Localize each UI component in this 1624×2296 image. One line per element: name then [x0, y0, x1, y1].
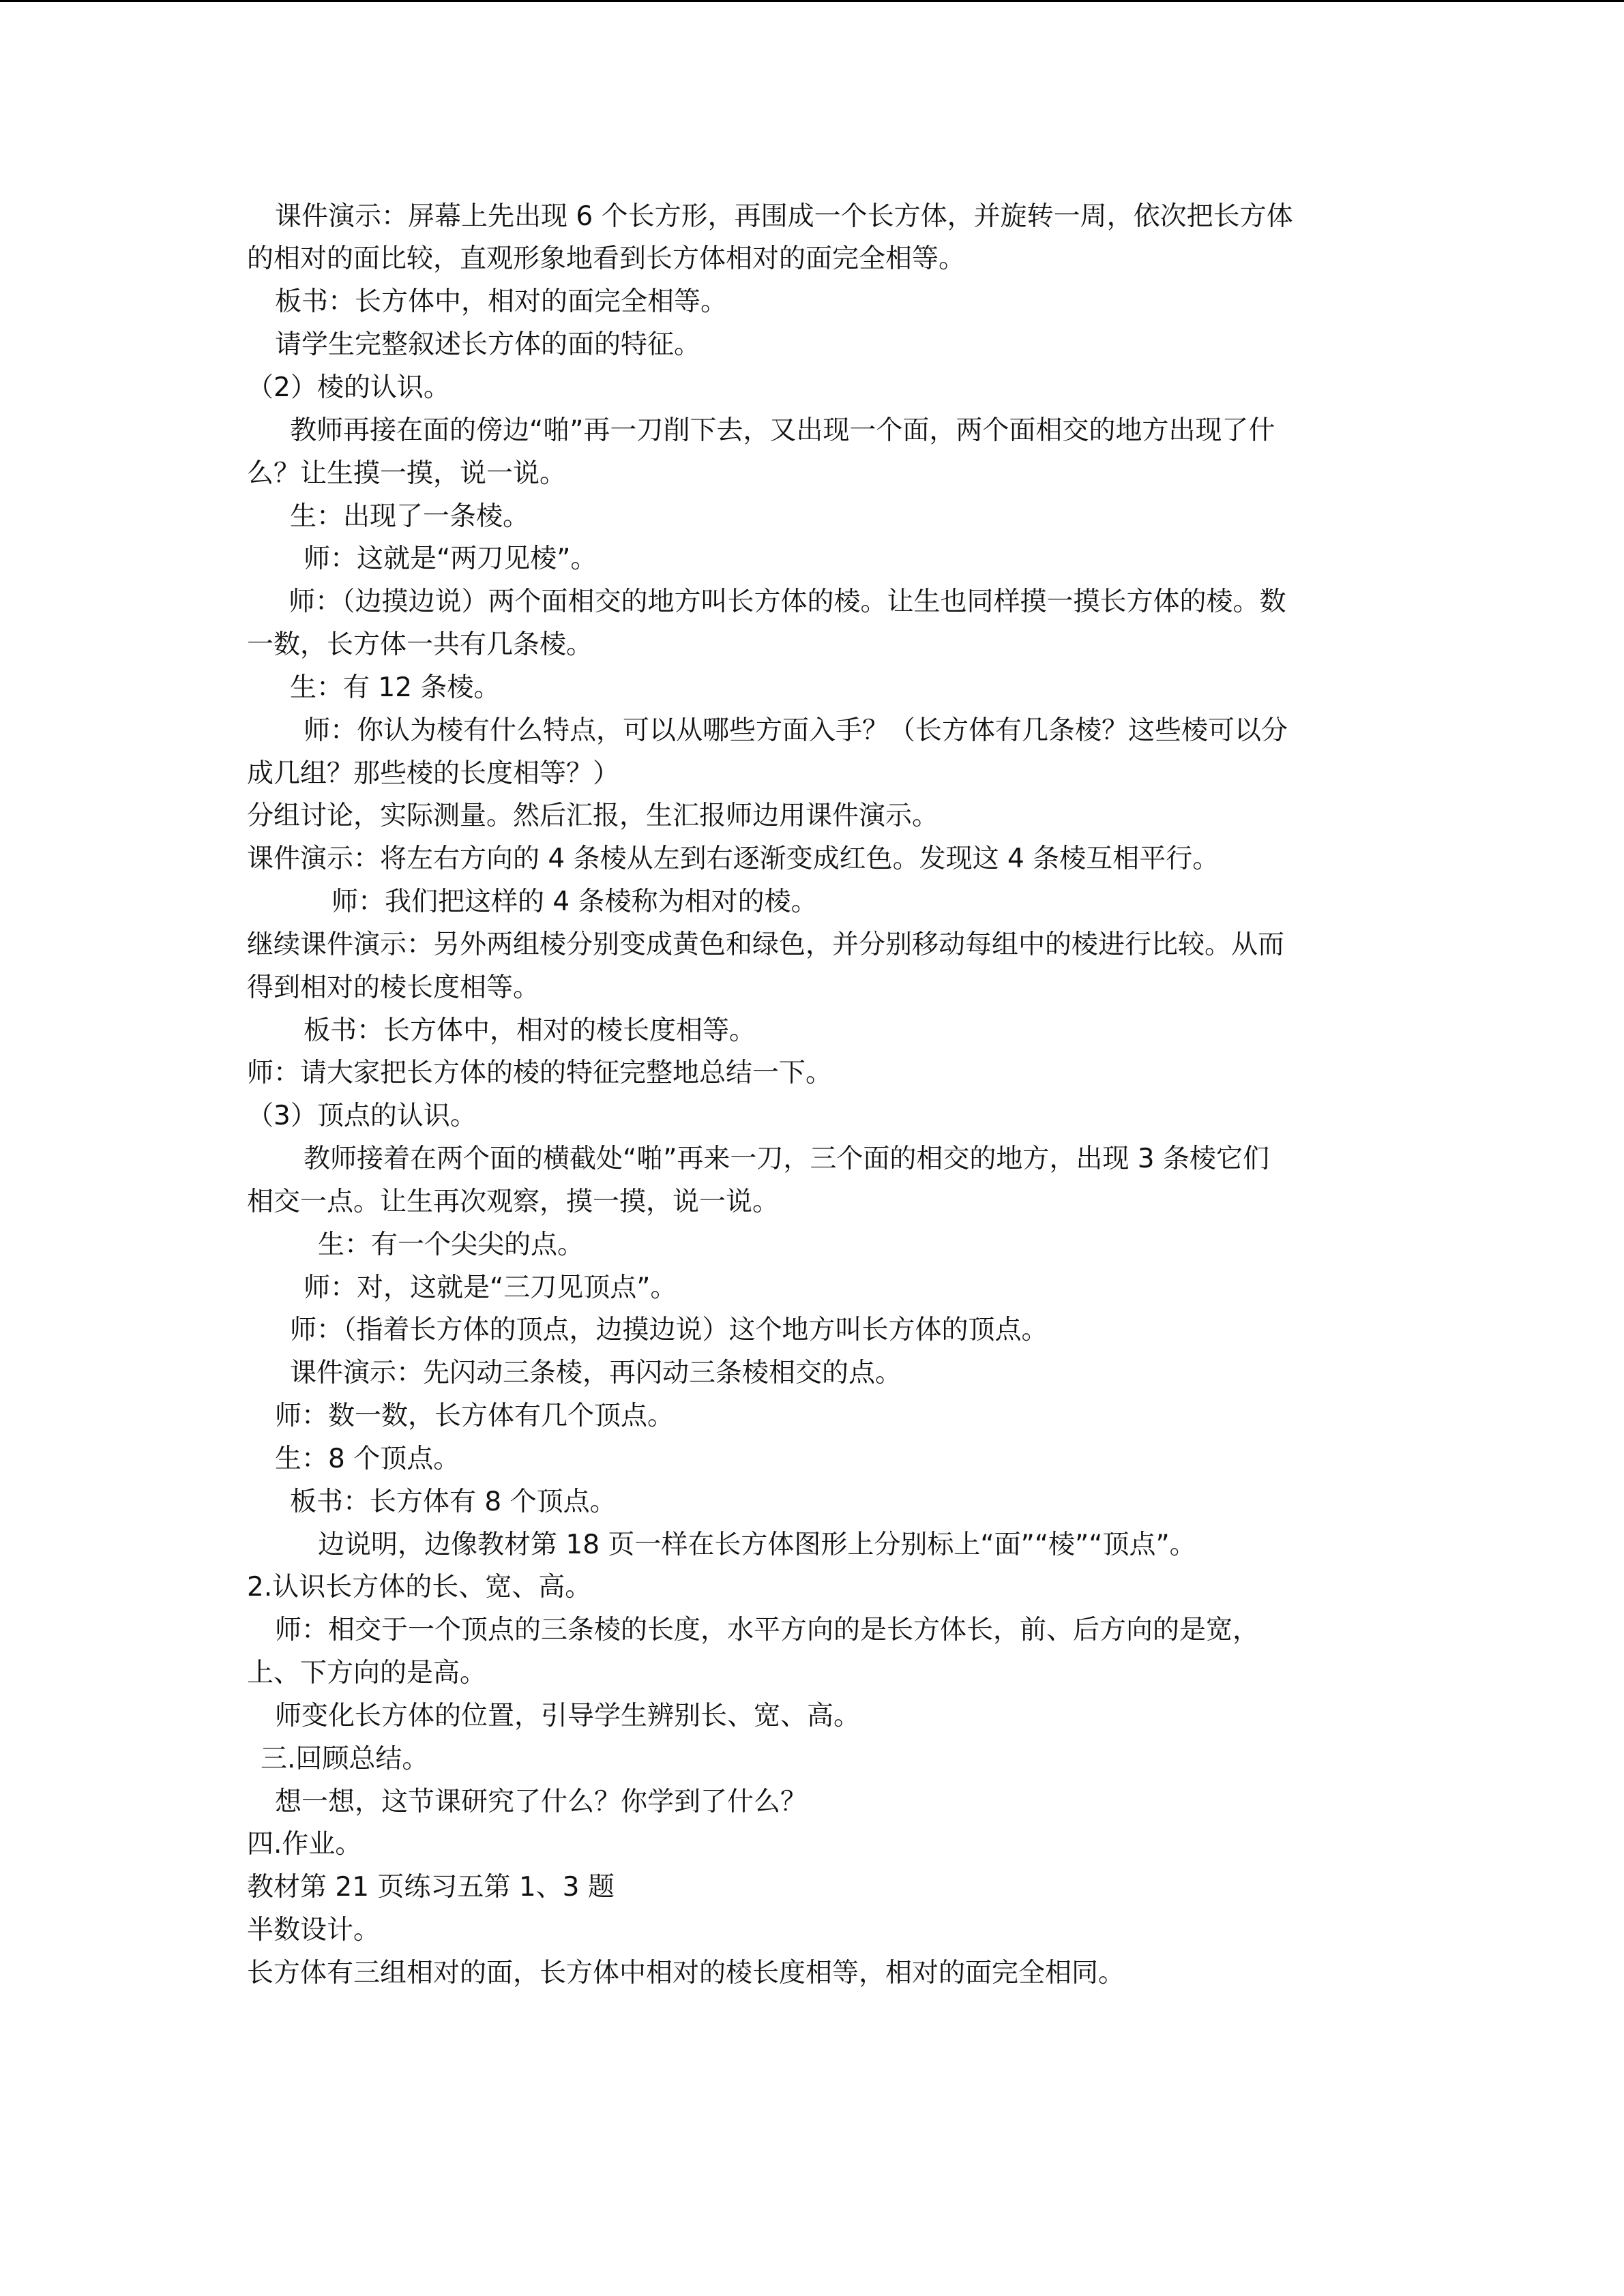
- text-line: 板书：长方体中，相对的棱长度相等。: [304, 1015, 756, 1046]
- section-heading: 四.作业。: [247, 1829, 362, 1860]
- text-line: 分组讨论，实际测量。然后汇报，生汇报师边用课件演示。: [247, 801, 939, 831]
- text-line: 长方体有三组相对的面，长方体中相对的棱长度相等，相对的面完全相同。: [247, 1958, 1125, 1988]
- text-line: 边说明，边像教材第 18 页一样在长方体图形上分别标上“面”“棱”“顶点”。: [318, 1530, 1196, 1560]
- text-line: 成几组？那些棱的长度相等？）: [247, 758, 620, 789]
- text-line: 上、下方向的是高。: [247, 1658, 487, 1688]
- text-line: 师：你认为棱有什么特点，可以从哪些方面入手？（长方体有几条棱？这些棱可以分: [304, 715, 1288, 746]
- text-line: 教师接着在两个面的横截处“啪”再来一刀，三个面的相交的地方，出现 3 条棱它们: [304, 1144, 1270, 1174]
- text-line: 一数，长方体一共有几条棱。: [247, 629, 593, 660]
- text-line: 师：对，这就是“三刀见顶点”。: [304, 1272, 677, 1303]
- section-heading: （2）棱的认识。: [247, 372, 450, 403]
- text-line: 生：出现了一条棱。: [290, 501, 530, 532]
- text-line: 得到相对的棱长度相等。: [247, 972, 540, 1003]
- text-line: 生：8 个顶点。: [275, 1444, 460, 1474]
- text-line: 生：有一个尖尖的点。: [318, 1229, 585, 1260]
- section-heading: （3）顶点的认识。: [247, 1101, 477, 1131]
- text-line: 么？让生摸一摸，说一说。: [247, 458, 567, 489]
- text-line: 想一想，这节课研究了什么？你学到了什么？: [275, 1787, 808, 1817]
- text-line: 师：我们把这样的 4 条棱称为相对的棱。: [331, 886, 818, 917]
- text-line: 教材第 21 页练习五第 1、3 题: [247, 1872, 615, 1903]
- text-line: 相交一点。让生再次观察，摸一摸，说一说。: [247, 1187, 780, 1217]
- text-line: 生：有 12 条棱。: [290, 672, 501, 703]
- text-line: 师：请大家把长方体的棱的特征完整地总结一下。: [247, 1058, 833, 1088]
- text-line: 板书：长方体有 8 个顶点。: [290, 1487, 617, 1517]
- section-heading: 半数设计。: [247, 1915, 381, 1945]
- text-line: 师变化长方体的位置，引导学生辨别长、宽、高。: [275, 1701, 861, 1731]
- section-heading: 2.认识长方体的长、宽、高。: [247, 1572, 592, 1602]
- text-line: 师：这就是“两刀见棱”。: [304, 543, 597, 574]
- text-line: 师：相交于一个顶点的三条棱的长度，水平方向的是长方体长，前、后方向的是宽，: [275, 1615, 1260, 1645]
- text-line: 请学生完整叙述长方体的面的特征。: [275, 329, 701, 360]
- text-line: 师：（边摸边说）两个面相交的地方叫长方体的棱。让生也同样摸一摸长方体的棱。数: [289, 586, 1286, 617]
- text-line: 师：数一数，长方体有几个顶点。: [275, 1401, 675, 1431]
- text-line: 课件演示：先闪动三条棱，再闪动三条棱相交的点。: [290, 1358, 902, 1388]
- text-line: 课件演示：屏幕上先出现 6 个长方形，再围成一个长方体，并旋转一周，依次把长方体: [275, 201, 1293, 232]
- section-heading: 三.回顾总结。: [261, 1744, 429, 1774]
- text-line: 的相对的面比较，直观形象地看到长方体相对的面完全相等。: [247, 243, 966, 274]
- text-line: 板书：长方体中，相对的面完全相等。: [275, 286, 728, 317]
- text-line: 课件演示：将左右方向的 4 条棱从左到右逐渐变成红色。发现这 4 条棱互相平行。: [247, 844, 1220, 874]
- text-line: 师：（指着长方体的顶点，边摸边说）这个地方叫长方体的顶点。: [290, 1315, 1048, 1345]
- text-line: 教师再接在面的傍边“啪”再一刀削下去，又出现一个面，两个面相交的地方出现了什: [290, 415, 1275, 446]
- text-line: 继续课件演示：另外两组棱分别变成黄色和绿色，并分别移动每组中的棱进行比较。从而: [247, 929, 1285, 960]
